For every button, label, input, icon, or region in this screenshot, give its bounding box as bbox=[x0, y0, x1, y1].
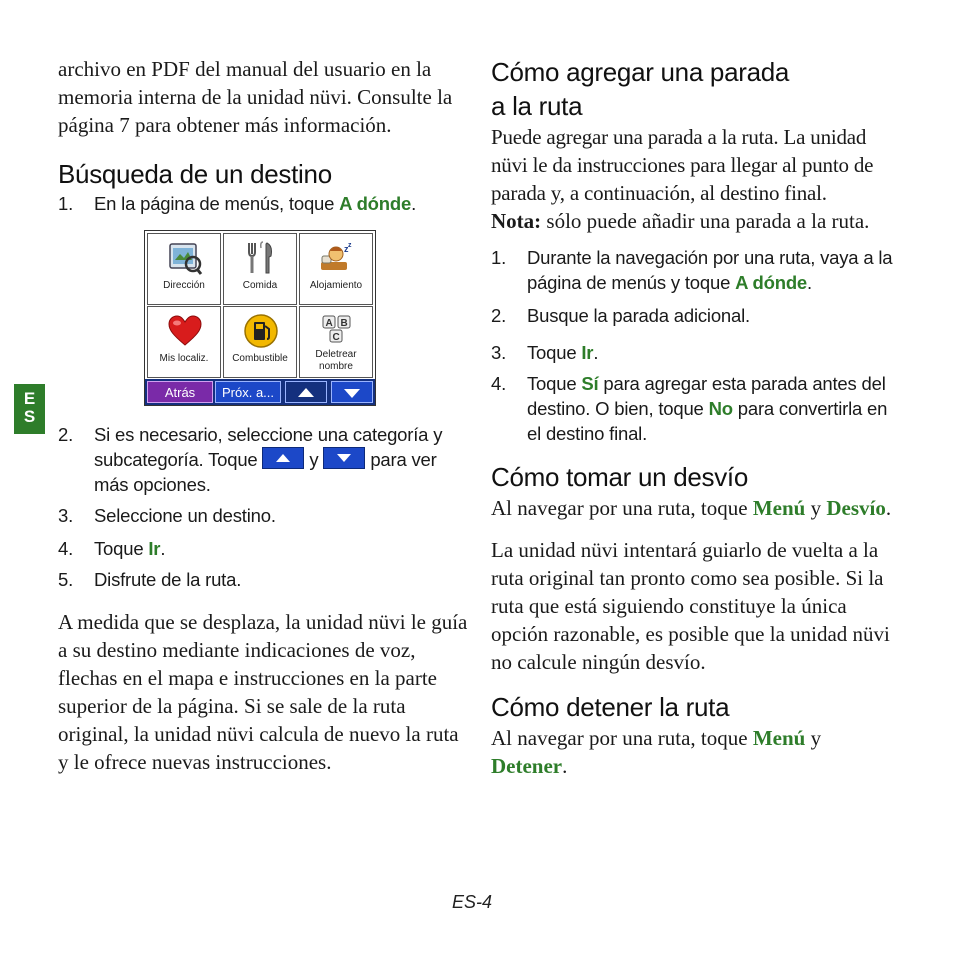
step-5: 5. Disfrute de la ruta. bbox=[58, 569, 242, 590]
stop-route-paragraph: Al navegar por una ruta, toque Menú y Detener. bbox=[491, 726, 822, 778]
highlight-no: No bbox=[708, 398, 733, 419]
highlight-si: Sí bbox=[581, 373, 599, 394]
add-stop-paragraph: Puede agregar una parada a la ruta. La unidad nüvi le da instrucciones para llegar al punto de parada y, a continuación, al destino final. bbox=[491, 125, 874, 205]
route-paragraph: A medida que se desplaza, la unidad nüvi le guía a su destino mediante indicaciones de voz, flechas en el mapa e instrucciones en la parte superior de la página. Si se sale de la ruta original, la unidad nüvi calcula de nuevo la ruta y le ofrece nuevas instrucciones. bbox=[58, 610, 468, 774]
arrow-up-icon bbox=[296, 387, 316, 399]
down-arrow-button-inline bbox=[323, 447, 365, 469]
stop-step-3: 3. Toque Ir. bbox=[491, 342, 599, 363]
detour-info-paragraph: La unidad nüvi intentará guiarlo de vuelta a la ruta original tan pronto como sea posible. Si la ruta que está siguiendo constituye la única opción razonable, es posible que la unidad nüvi no calcule ningún desvío. bbox=[491, 538, 890, 674]
tile-label: Comida bbox=[242, 280, 278, 291]
svg-text:z: z bbox=[348, 242, 352, 249]
lodging-icon bbox=[319, 240, 355, 276]
device-screen bbox=[144, 230, 376, 406]
tile-comida[interactable] bbox=[223, 233, 297, 305]
stop-step-2: 2. Busque la parada adicional. bbox=[491, 305, 750, 326]
detour-paragraph: Al navegar por una ruta, toque Menú y Desvío. bbox=[491, 496, 892, 520]
up-arrow-button-inline bbox=[262, 447, 304, 469]
step-number: 5. bbox=[58, 569, 74, 590]
right-column bbox=[491, 55, 896, 780]
step-4: 4. Toque Ir. bbox=[58, 538, 166, 559]
note-paragraph: Nota: sólo puede añadir una parada a la ruta. bbox=[491, 209, 870, 233]
step-number: 1. bbox=[491, 247, 507, 268]
svg-text:A: A bbox=[325, 318, 333, 329]
step-2: 2. Si es necesario, seleccione una categoría y subcategoría. Toque y para ver más opciones. bbox=[58, 424, 443, 495]
step-3: 3. Seleccione un destino. bbox=[58, 505, 276, 526]
arrow-down-icon bbox=[342, 387, 362, 399]
highlight-detener: Detener bbox=[491, 754, 563, 778]
tile-label: Alojamiento bbox=[309, 280, 363, 291]
highlight-menu: Menú bbox=[752, 496, 806, 520]
tile-label: Mis localiz. bbox=[159, 353, 209, 364]
scroll-up-button[interactable] bbox=[285, 381, 327, 403]
intro-paragraph: archivo en PDF del manual del usuario en la memoria interna de la unidad nüvi. Consulte la página 7 para obtener más información. bbox=[58, 57, 453, 137]
language-tab-s: S bbox=[23, 407, 36, 426]
tile-mis-localiz[interactable] bbox=[147, 306, 221, 378]
stop-step-4: 4. Toque Sí para agregar esta parada antes del destino. O bien, toque No para convertirla en el destino final. bbox=[491, 373, 888, 444]
scroll-down-button[interactable] bbox=[331, 381, 373, 403]
step-number: 1. bbox=[58, 193, 74, 214]
next-button[interactable]: Próx. a... bbox=[215, 381, 281, 403]
step-number: 4. bbox=[58, 538, 74, 559]
spell-icon bbox=[319, 313, 355, 349]
page-number: ES-4 bbox=[452, 892, 493, 912]
svg-text:z: z bbox=[344, 244, 349, 254]
stop-step-1: 1. Durante la navegación por una ruta, vaya a la página de menús y toque A dónde. bbox=[491, 247, 893, 293]
food-icon bbox=[243, 240, 279, 276]
highlight-desvio: Desvío bbox=[826, 496, 886, 520]
language-tab bbox=[14, 384, 45, 434]
left-column bbox=[58, 55, 468, 776]
svg-text:B: B bbox=[340, 318, 348, 329]
arrow-up-icon bbox=[275, 453, 291, 463]
step-number: 2. bbox=[58, 424, 74, 445]
tile-combustible[interactable] bbox=[223, 306, 297, 378]
step-1: 1. En la página de menús, toque A dónde. bbox=[58, 193, 417, 214]
highlight-menu: Menú bbox=[752, 726, 806, 750]
step-number: 4. bbox=[491, 373, 507, 394]
fuel-icon bbox=[243, 313, 279, 349]
svg-text:C: C bbox=[332, 332, 340, 343]
highlight-a-donde: A dónde bbox=[735, 272, 808, 293]
heading-detener: Cómo detener la ruta bbox=[491, 692, 730, 722]
step-number: 2. bbox=[491, 305, 507, 326]
back-button[interactable]: Atrás bbox=[147, 381, 213, 403]
heading-busqueda: Búsqueda de un destino bbox=[58, 159, 332, 189]
heading-desvio: Cómo tomar un desvío bbox=[491, 462, 749, 492]
step-number: 3. bbox=[491, 342, 507, 363]
tile-label: Combustible bbox=[232, 353, 288, 364]
tile-direccion[interactable] bbox=[147, 233, 221, 305]
tile-deletrear-nombre[interactable] bbox=[299, 306, 373, 378]
highlight-ir: Ir bbox=[581, 342, 594, 363]
tile-label: Dirección bbox=[163, 280, 205, 291]
arrow-down-icon bbox=[336, 453, 352, 463]
tile-label: Deletrear nombre bbox=[315, 349, 357, 372]
heading-agregar-parada: Cómo agregar una parada a la ruta bbox=[491, 57, 790, 121]
language-tab-e: E bbox=[23, 389, 36, 408]
heart-icon bbox=[167, 313, 203, 349]
highlight-a-donde: A dónde bbox=[339, 193, 412, 214]
highlight-ir: Ir bbox=[148, 538, 161, 559]
note-label: Nota: bbox=[491, 209, 542, 233]
address-icon bbox=[167, 240, 203, 276]
step-number: 3. bbox=[58, 505, 74, 526]
tile-alojamiento[interactable] bbox=[299, 233, 373, 305]
device-button-bar bbox=[145, 379, 375, 405]
